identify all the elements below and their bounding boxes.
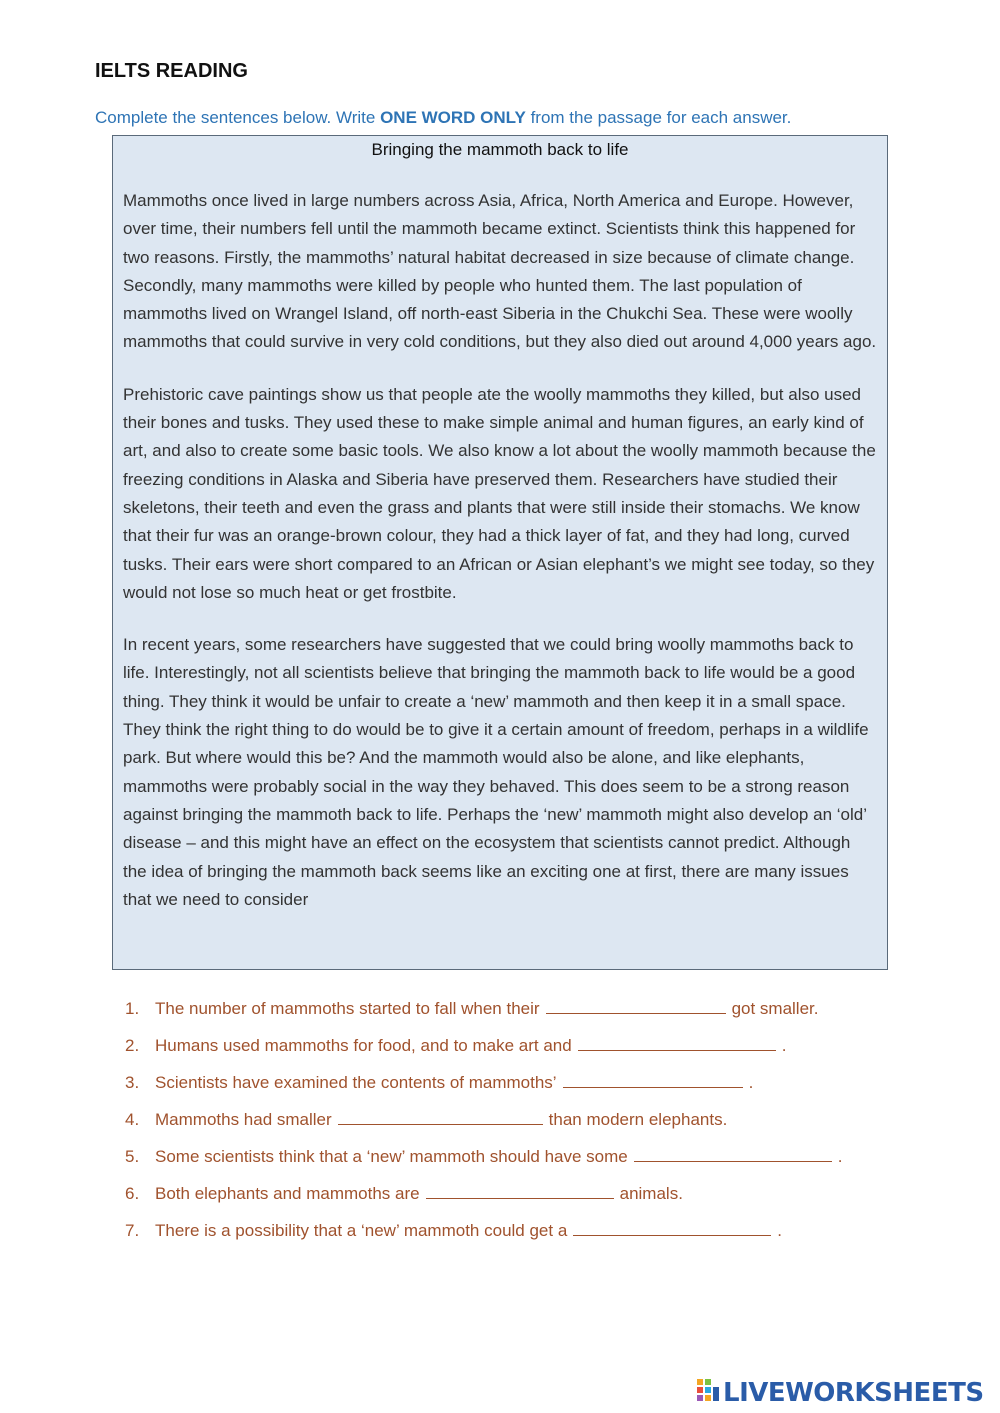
- question-number: 5.: [125, 1147, 140, 1166]
- question-number: 4.: [125, 1110, 140, 1129]
- question-text-after: .: [781, 1036, 787, 1055]
- answer-blank-7[interactable]: [573, 1219, 771, 1236]
- passage-title: Bringing the mammoth back to life: [371, 140, 629, 159]
- question-number: 7.: [125, 1221, 140, 1240]
- question-number: 1.: [125, 999, 140, 1018]
- question-text: Both elephants and mammoths are: [155, 1184, 420, 1203]
- question-number: 2.: [125, 1036, 140, 1055]
- question-item-5: [125, 1144, 843, 1181]
- question-text-after: .: [777, 1221, 783, 1240]
- question-text: Humans used mammoths for food, and to make art and: [155, 1036, 572, 1055]
- question-text: There is a possibility that a ‘new’ mammoth could get a: [155, 1221, 568, 1240]
- instruction-text: [95, 108, 791, 128]
- passage-paragraph-1: Mammoths once lived in large numbers across Asia, Africa, North America and Europe. However, over time, their numbers fell until the mammoth became extinct. Scientists think this happened for two reasons. Firstly, the mammoths’ natural habitat decreased in size because of climate change. Secondly, many mammoths were killed by people who hunted them. The last population of mammoths lived on Wrangel Island, off north-east Siberia in the Chukchi Sea. These were woolly mammoths that could survive in very cold conditions, but they also died out around 4,000 years ago.: [123, 191, 877, 352]
- question-text: The number of mammoths started to fall when their: [155, 999, 540, 1018]
- question-item-6: [125, 1181, 843, 1218]
- question-text-after: got smaller.: [731, 999, 819, 1018]
- liveworksheets-logo-text: LIVEWORKSHEETS: [723, 1378, 984, 1408]
- question-item-1: [125, 996, 843, 1033]
- liveworksheets-logo-icon: [697, 1379, 719, 1407]
- question-number: 6.: [125, 1184, 140, 1203]
- question-text-after: .: [837, 1147, 843, 1166]
- instruction-after: from the passage for each answer.: [525, 108, 792, 127]
- answer-blank-3[interactable]: [563, 1071, 743, 1088]
- question-text: Some scientists think that a ‘new’ mammoth should have some: [155, 1147, 628, 1166]
- question-number: 3.: [125, 1073, 140, 1092]
- liveworksheets-logo: [697, 1377, 984, 1409]
- question-item-2: [125, 1033, 843, 1070]
- question-text: Scientists have examined the contents of mammoths’: [155, 1073, 557, 1092]
- passage-paragraph-3: In recent years, some researchers have suggested that we could bring woolly mammoths back to life. Interestingly, not all scientists believe that bringing the mammoth back to life would be a good thing. They think it would be unfair to create a ‘new’ mammoth and then keep it in a small space. They think the right thing to do would be to give it a certain amount of freedom, perhaps in a wildlife park. But where would this be? And the mammoth would also be alone, and like elephants, mammoths were probably social in the way they behaved. This does seem to be a strong reason against bringing the mammoth back to life. Perhaps the ‘new’ mammoth might also develop an ‘old’ disease – and this might have an effect on the ecosystem that scientists cannot predict. Although the idea of bringing the mammoth back seems like an exciting one at first, there are many issues that we need to consider: [123, 635, 869, 909]
- question-item-3: [125, 1070, 843, 1107]
- question-item-4: [125, 1107, 843, 1144]
- answer-blank-6[interactable]: [426, 1182, 614, 1199]
- answer-blank-2[interactable]: [578, 1034, 776, 1051]
- answer-blank-4[interactable]: [338, 1108, 543, 1125]
- question-text: Mammoths had smaller: [155, 1110, 332, 1129]
- answer-blank-1[interactable]: [546, 997, 726, 1014]
- page-title: IELTS READING: [95, 60, 248, 82]
- passage-box: [112, 135, 888, 970]
- question-text-after: than modern elephants.: [548, 1110, 728, 1129]
- answer-blank-5[interactable]: [634, 1145, 832, 1162]
- instruction-emphasis: ONE WORD ONLY: [380, 108, 526, 127]
- instruction-before: Complete the sentences below. Write: [95, 108, 381, 127]
- question-list: [125, 996, 843, 1255]
- passage-paragraph-2: Prehistoric cave paintings show us that people ate the woolly mammoths they killed, but also used their bones and tusks. They used these to make simple animal and human figures, an early kind of art, and also to create some basic tools. We also know a lot about the woolly mammoth because the freezing conditions in Alaska and Siberia have preserved them. Researchers have studied their skeletons, their teeth and even the grass and plants that were still inside their stomachs. We know that their fur was an orange-brown colour, they had a thick layer of fat, and they had long, curved tusks. Their ears were short compared to an African or Asian elephant’s we might see today, so they would not lose so much heat or get frostbite.: [123, 384, 876, 602]
- question-item-7: [125, 1218, 843, 1255]
- question-text-after: animals.: [619, 1184, 683, 1203]
- question-text-after: .: [748, 1073, 754, 1092]
